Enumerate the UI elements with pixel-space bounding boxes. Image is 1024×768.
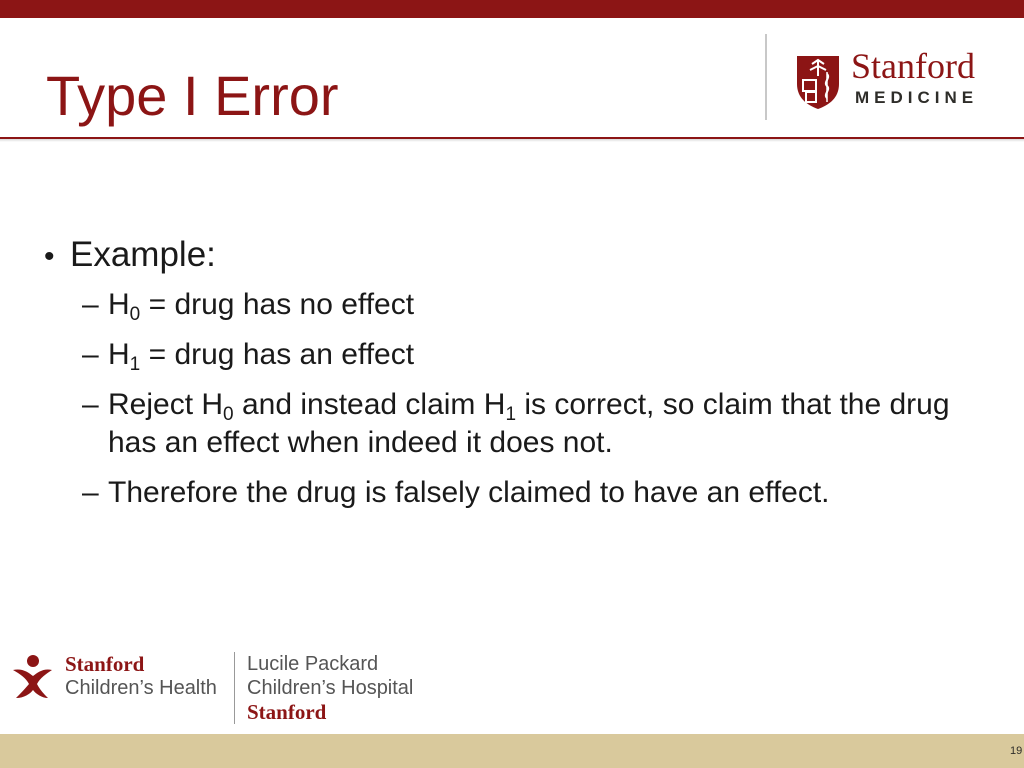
sub-bullet-text xyxy=(108,286,984,324)
stanford-wordmark: Stanford xyxy=(851,46,975,86)
sub-bullet-reject xyxy=(82,386,984,462)
bullet-dot-icon: • xyxy=(44,240,55,273)
slide-title: Type I Error xyxy=(46,64,339,127)
sch-line-1: Stanford xyxy=(65,652,145,676)
lpch-line-1: Lucile Packard xyxy=(247,653,379,675)
bullet-text: Example: xyxy=(70,235,216,274)
dash-icon: – xyxy=(82,388,99,421)
stanford-shield-icon xyxy=(795,54,841,110)
subscript: 0 xyxy=(129,304,141,325)
title-rule-shadow xyxy=(0,139,1024,142)
slide-body xyxy=(44,232,984,524)
text-part: = drug has no effect xyxy=(140,288,415,321)
lpch-line-3: Stanford xyxy=(247,700,327,724)
sub-bullet-text: Therefore the drug is falsely claimed to have an effect. xyxy=(108,476,830,509)
footer-divider xyxy=(234,652,235,724)
text-part: H xyxy=(108,288,130,321)
dash-icon: – xyxy=(82,476,99,509)
childrens-health-figure-icon xyxy=(10,654,54,700)
sch-line-2: Children’s Health xyxy=(65,677,217,699)
page-number: 19 xyxy=(1010,745,1023,757)
stanford-medicine-logo xyxy=(795,46,1005,114)
lucile-packard-text xyxy=(247,652,413,724)
subscript: 1 xyxy=(505,404,517,425)
lpch-line-2: Children’s Hospital xyxy=(247,677,414,699)
subscript: 1 xyxy=(129,354,141,375)
text-part: is correct, so claim that the drug has an effect when indeed it does not. xyxy=(108,388,950,459)
text-part: Reject H xyxy=(108,388,224,421)
footer-logos xyxy=(10,652,430,728)
logo-divider xyxy=(765,34,767,120)
dash-icon: – xyxy=(82,338,99,371)
medicine-wordmark: MEDICINE xyxy=(855,88,979,107)
bottom-sandstone-bar xyxy=(0,734,1024,768)
bullet-example xyxy=(44,232,984,280)
dash-icon: – xyxy=(82,288,99,321)
text-part: = drug has an effect xyxy=(140,338,415,371)
sub-bullet-text xyxy=(108,336,984,374)
sub-bullet-therefore xyxy=(82,474,984,512)
subscript: 0 xyxy=(223,404,234,425)
text-part: and instead claim H xyxy=(233,388,506,421)
sub-bullet-list xyxy=(82,286,984,512)
text-part: H xyxy=(108,338,130,371)
sub-bullet-text xyxy=(108,386,984,462)
stanford-childrens-health-text xyxy=(65,652,217,700)
sub-bullet-h0 xyxy=(82,286,984,324)
top-accent-bar xyxy=(0,0,1024,18)
sub-bullet-h1 xyxy=(82,336,984,374)
